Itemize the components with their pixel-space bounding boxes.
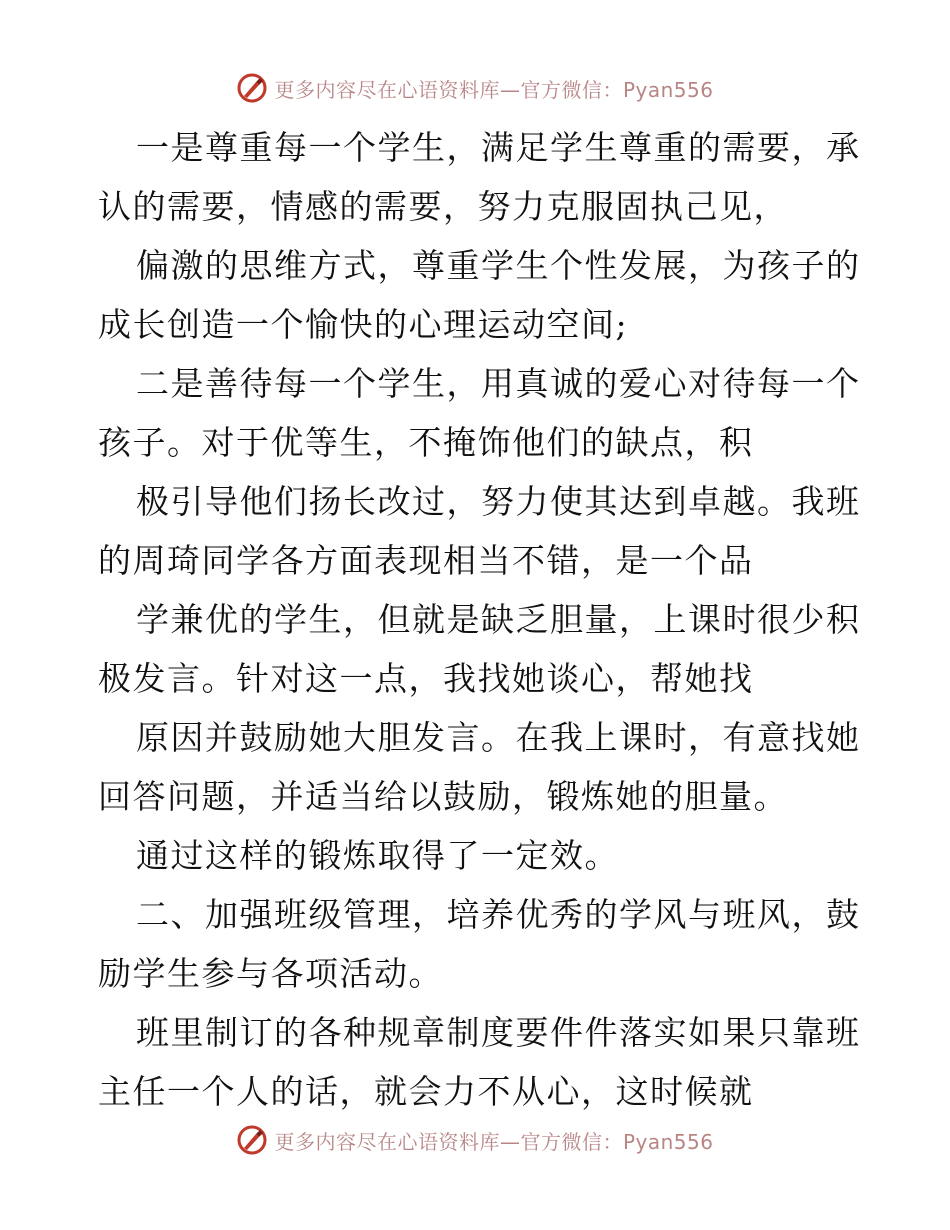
text-line: 极发言。针对这一点，我找她谈心，帮她找 (98, 659, 754, 698)
text-line: 二是善待每一个学生，用真诚的爱心对待每一个 (136, 364, 861, 403)
footer-banner-text (274, 1126, 713, 1155)
text-line: 偏激的思维方式，尊重学生个性发展，为孩子的 (136, 246, 861, 285)
text-line: 孩子。对于优等生，不掩饰他们的缺点，积 (98, 423, 754, 462)
text-line: 回答问题，并适当给以鼓励，锻炼她的胆量。 (98, 777, 788, 816)
text-line: 认的需要，情感的需要，努力克服固执己见， (98, 187, 788, 226)
text-line: 一是尊重每一个学生，满足学生尊重的需要，承 (136, 128, 861, 167)
document-body (98, 124, 861, 1127)
header-watermark-banner (0, 72, 950, 104)
header-banner-contact: 官方微信：Pyan556 (520, 77, 714, 102)
header-banner-main: 更多内容尽在心语资料库 (274, 77, 500, 102)
header-banner-dash: — (499, 77, 521, 102)
text-line: 通过这样的锻炼取得了一定效。 (136, 836, 619, 875)
text-line: 励学生参与各项活动。 (98, 954, 443, 993)
text-line: 班里制订的各种规章制度要件件落实如果只靠班 (136, 1013, 861, 1052)
footer-banner-dash: — (499, 1129, 521, 1154)
footer-watermark-banner (0, 1124, 950, 1156)
text-line: 极引导他们扬长改过，努力使其达到卓越。我班 (136, 482, 861, 521)
footer-banner-contact: 官方微信：Pyan556 (520, 1129, 714, 1154)
text-line: 成长创造一个愉快的心理运动空间; (98, 305, 629, 344)
footer-banner-main: 更多内容尽在心语资料库 (274, 1129, 500, 1154)
text-line: 原因并鼓励她大胆发言。在我上课时，有意找她 (136, 718, 861, 757)
header-banner-text (274, 74, 713, 103)
pen-logo-icon (236, 72, 268, 104)
pen-logo-icon (236, 1124, 268, 1156)
text-line: 主任一个人的话，就会力不从心，这时候就 (98, 1072, 754, 1111)
text-line: 学兼优的学生，但就是缺乏胆量，上课时很少积 (136, 600, 861, 639)
text-line: 二、加强班级管理，培养优秀的学风与班风，鼓 (136, 895, 861, 934)
text-line: 的周琦同学各方面表现相当不错，是一个品 (98, 541, 754, 580)
